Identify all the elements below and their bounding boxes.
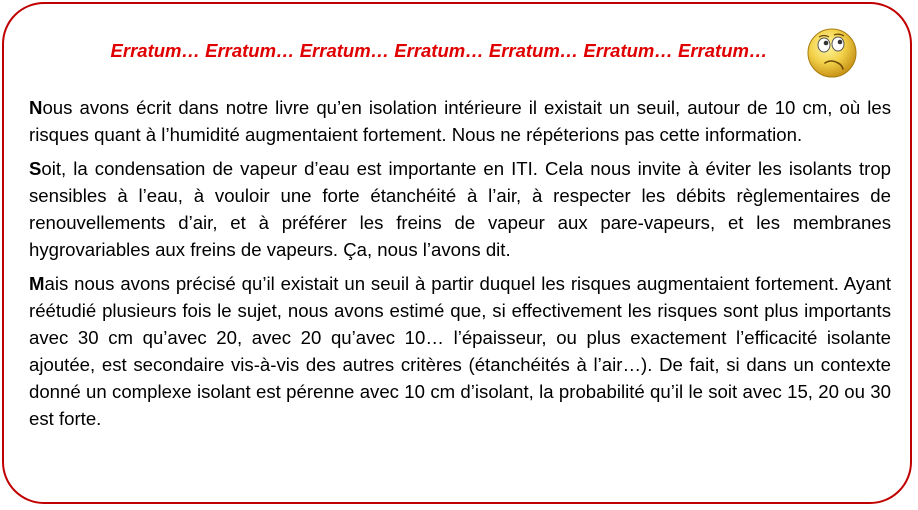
paragraph-2 [29,155,891,263]
paragraph-3 [29,270,891,432]
paragraph-3-text: ais nous avons précisé qu’il existait un seuil à partir duquel les risques augmentaient fortement. Ayant réétudié plusieurs fois le sujet, nous avons estimé que, si effectivement les risques sont plus importants avec 30 cm qu’avec 20, avec 20 qu’avec 10… l’épaisseur, ou plus exactement l’efficacité isolante ajoutée, est secondaire vis-à-vis des autres critères (étanchéités à l’air…). De fait, si dans un contexte donné un complexe isolant est pérenne avec 10 cm d’isolant, la probabilité qu’il le soit avec 15, 20 ou 30 est forte. [29,273,891,429]
erratum-title: Erratum… Erratum… Erratum… Erratum… Erratum… Erratum… Erratum… [110,40,768,61]
confused-smiley-icon [805,25,859,79]
erratum-content [29,94,891,439]
paragraph-2-initial: S [29,158,42,179]
paragraph-1-initial: N [29,97,43,118]
paragraph-1-text: ous avons écrit dans notre livre qu’en isolation intérieure il existait un seuil, autour de 10 cm, où les risques quant à l’humidité augmentaient fortement. Nous ne répéterions pas cette information. [29,97,891,145]
paragraph-1 [29,94,891,148]
paragraph-2-text: oit, la condensation de vapeur d’eau est importante en ITI. Cela nous invite à éviter les isolants trop sensibles à l’eau, à vouloir une forte étanchéité à l’air, à respecter les débits règlementaires de renouvellements d’air, et à préférer les freins de vapeur aux pare-vapeurs, et les membranes hygrovariables aux freins de vapeurs. Ça, nous l’avons dit. [29,158,891,260]
paragraph-3-initial: M [29,273,45,294]
